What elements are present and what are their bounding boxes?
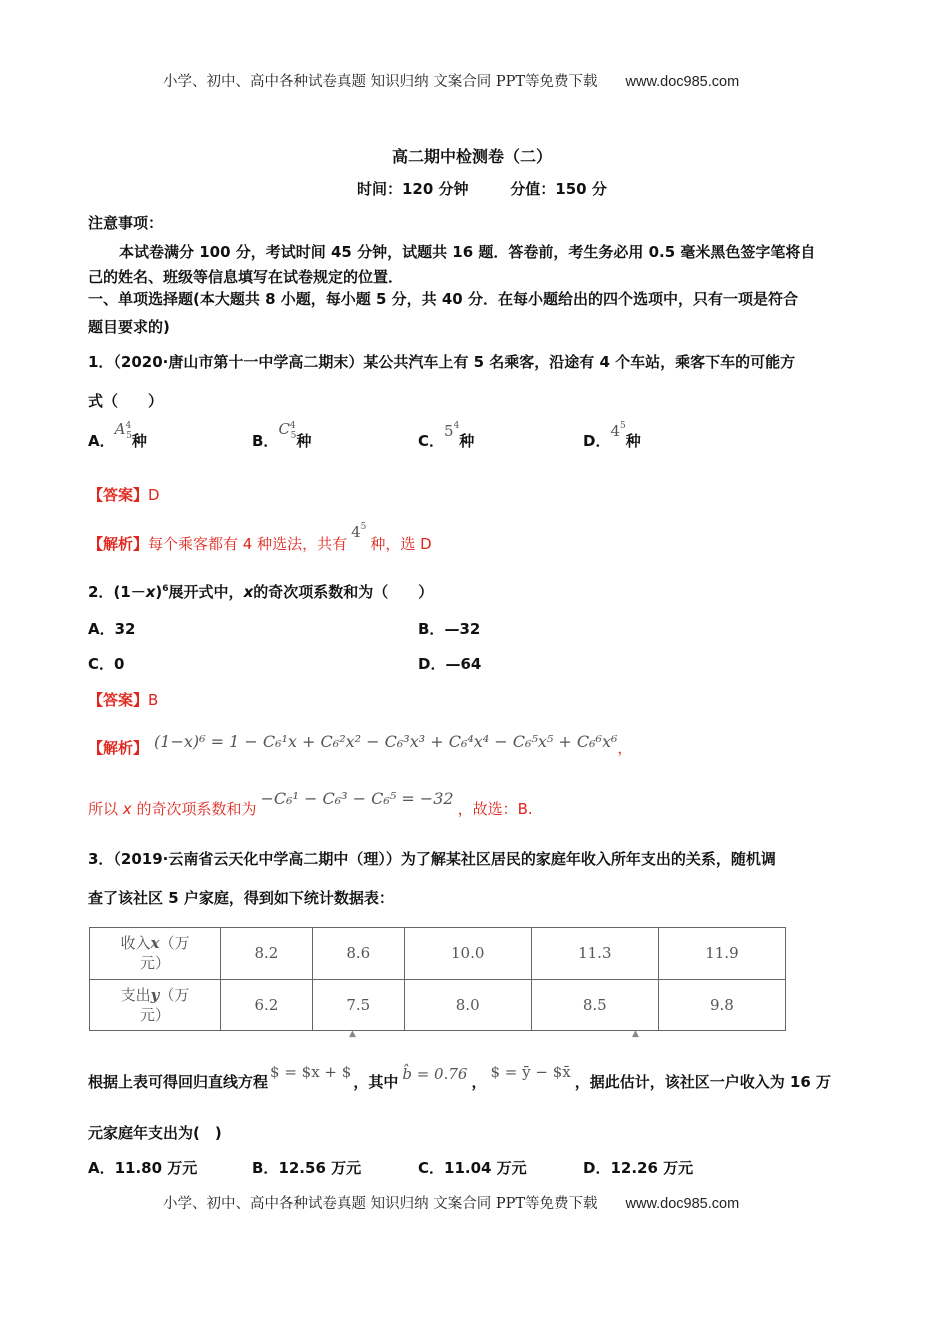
table-row-header: 支出y（万 元） <box>90 979 221 1031</box>
regression-equation: $ = $x + $ <box>270 1063 352 1081</box>
page-footer <box>163 1192 739 1213</box>
table-row <box>90 928 786 980</box>
footer-site[interactable]: www.doc985.com <box>625 1196 740 1212</box>
table-row <box>90 979 786 1031</box>
answer-value: D <box>148 486 160 504</box>
footer-text: 小学、初中、高中各种试卷真题 知识归纳 文案合同 PPT等免费下载 <box>163 1196 598 1212</box>
table-cell: 10.0 <box>404 928 531 980</box>
table-mark: ▲ <box>632 1029 639 1039</box>
question-3-option-b: B．12.56 万元 <box>252 1159 362 1177</box>
page-subtitle: 时间：120 分钟 分值：150 分 <box>357 180 607 198</box>
question-2-analysis-line-2: 所以 x 的奇次项系数和为−C₆¹ − C₆³ − C₆⁵ = −32，故选：B. <box>88 789 533 818</box>
table-cell: 7.5 <box>312 979 404 1031</box>
header-site[interactable]: www.doc985.com <box>625 74 740 90</box>
question-1-option-a: A．$A^4_5$种 <box>88 420 147 450</box>
question-3-option-d: D．12.26 万元 <box>583 1159 694 1177</box>
question-3-stem-line-1: 3．（2019·云南省云天化中学高二期中（理））为了解某社区居民的家庭年收入所年支出的关系，随机调 <box>88 850 776 868</box>
section-heading-line-1: 一、单项选择题(本大题共 8 小题，每小题 5 分，共 40 分．在每小题给出的四个选项中，只有一项是符合 <box>88 290 798 308</box>
question-1-stem-line-1: 1．（2020·唐山市第十一中学高二期末）某公共汽车上有 5 名乘客，沿途有 4 个车站，乘客下车的可能方 <box>88 353 796 371</box>
question-2-option-d: D．—64 <box>418 655 482 673</box>
question-2-stem: 2．$(1-x)^6$展开式中，x的奇次项系数和为（ ） <box>88 583 434 601</box>
table-cell: 11.9 <box>658 928 785 980</box>
question-3-stem-line-3: 元家庭年支出为( ) <box>88 1124 222 1142</box>
notice-line-2: 己的姓名、班级等信息填写在试卷规定的位置． <box>88 268 404 286</box>
table-cell: 8.6 <box>312 928 404 980</box>
intercept-formula: $ = ȳ − $x̄ <box>490 1063 571 1081</box>
odd-sum-formula: −C₆¹ − C₆³ − C₆⁵ = −32 <box>260 789 454 808</box>
question-1-answer <box>88 484 160 505</box>
table-mark: ▲ <box>349 1029 356 1039</box>
question-2-answer: 【答案】B <box>88 691 159 709</box>
question-2-option-b: B．—32 <box>418 620 481 638</box>
section-heading-line-2: 题目要求的) <box>88 318 170 336</box>
table-cell: 8.2 <box>221 928 313 980</box>
notice-line-1: 本试卷满分 100 分，考试时间 45 分钟，试题共 16 题．答卷前，考生务必用 0.5 毫米黑色签字笔将自 <box>119 243 816 261</box>
answer-label: 【答案】 <box>88 486 149 504</box>
question-3-regression-line: 根据上表可得回归直线方程$ = $x + $，其中 b̂ = 0.76 ，$ = ȳ − $x̄，据此估计，该社区一户收入为 16 万 <box>88 1063 832 1091</box>
table-cell: 6.2 <box>221 979 313 1031</box>
slope-value: b̂ = 0.76 <box>402 1065 468 1083</box>
question-3-option-c: C．11.04 万元 <box>418 1159 527 1177</box>
question-1-option-b: B．$C^4_5$种 <box>252 420 312 450</box>
question-1-option-c: C．$5^4$种 <box>418 421 475 450</box>
question-2-option-c: C．0 <box>88 655 125 673</box>
question-2-option-a: A．32 <box>88 620 136 638</box>
question-3-stem-line-2: 查了该社区 5 户家庭，得到如下统计数据表： <box>88 889 394 907</box>
table-cell: 11.3 <box>531 928 658 980</box>
table-cell: 8.0 <box>404 979 531 1031</box>
table-cell: 8.5 <box>531 979 658 1031</box>
table-row-header: 收入x（万 元） <box>90 928 221 980</box>
table-cell: 9.8 <box>658 979 785 1031</box>
question-1-stem-line-2: 式（ ） <box>88 392 164 410</box>
notice-label: 注意事项： <box>88 214 164 232</box>
question-1-analysis: 【解析】每个乘客都有 4 种选法，共有$4^5$种，选 D <box>88 522 432 553</box>
statistics-table <box>89 927 786 1031</box>
question-1-option-d: D．$4^5$种 <box>583 421 641 450</box>
question-2-analysis-line-1: 【解析】 (1−x)⁶ = 1 − C₆¹x + C₆²x² − C₆³x³ + C₆⁴x⁴ − C₆⁵x⁵ + C₆⁶x⁶， <box>88 732 633 757</box>
page-header <box>163 70 739 91</box>
question-3-option-a: A．11.80 万元 <box>88 1159 198 1177</box>
header-text: 小学、初中、高中各种试卷真题 知识归纳 文案合同 PPT等免费下载 <box>163 74 598 90</box>
page-title: 高二期中检测卷（二） <box>392 147 553 166</box>
expansion-formula: (1−x)⁶ = 1 − C₆¹x + C₆²x² − C₆³x³ + C₆⁴x⁴ − C₆⁵x⁵ + C₆⁶x⁶ <box>154 732 618 751</box>
